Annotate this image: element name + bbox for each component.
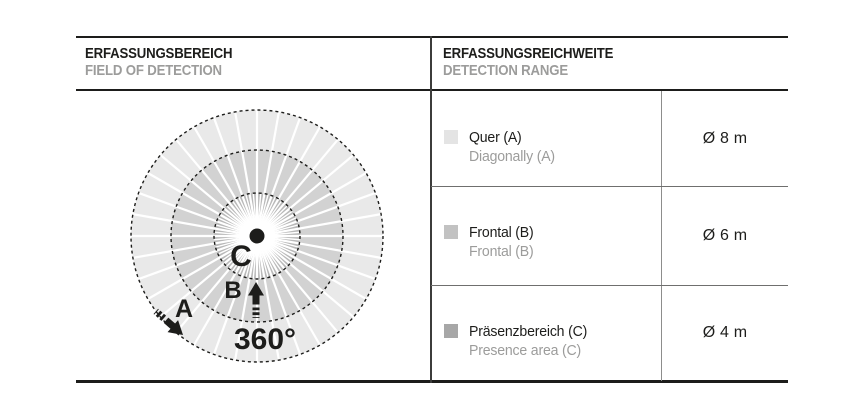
- zone-b-color-swatch: [444, 225, 458, 239]
- header-title-de: ERFASSUNGSREICHWEITE: [443, 45, 614, 62]
- zone-a-color-swatch: [444, 130, 458, 144]
- zone-label-b: B: [224, 277, 242, 304]
- detection-range-header: [443, 45, 613, 79]
- range-value: Ø 6 m: [702, 226, 748, 244]
- table-row: [432, 186, 660, 285]
- range-label-de: Frontal (B): [469, 224, 534, 241]
- header-title-en: DETECTION RANGE: [443, 62, 568, 79]
- range-label-en: Diagonally (A): [469, 148, 555, 165]
- range-label-de: Quer (A): [469, 129, 522, 146]
- header-title-de: ERFASSUNGSBEREICH: [85, 45, 233, 62]
- field-of-detection-header: [85, 45, 232, 79]
- range-value: Ø 8 m: [702, 129, 748, 147]
- zone-label-a: A: [174, 295, 194, 323]
- range-value: Ø 4 m: [702, 323, 748, 341]
- table-row: [432, 285, 660, 380]
- table-row: [432, 91, 660, 186]
- zone-c-color-swatch: [444, 324, 458, 338]
- range-label-en: Presence area (C): [469, 342, 582, 359]
- header-title-en: FIELD OF DETECTION: [85, 62, 222, 79]
- top-rule: [76, 36, 788, 38]
- zone-label-c: C: [230, 240, 252, 273]
- bottom-rule: [76, 380, 788, 383]
- range-label-en: Frontal (B): [469, 243, 534, 260]
- range-label-de: Präsenzbereich (C): [469, 323, 588, 340]
- angle-360-label: 360°: [233, 323, 297, 356]
- detection-field-diagram: [122, 101, 392, 371]
